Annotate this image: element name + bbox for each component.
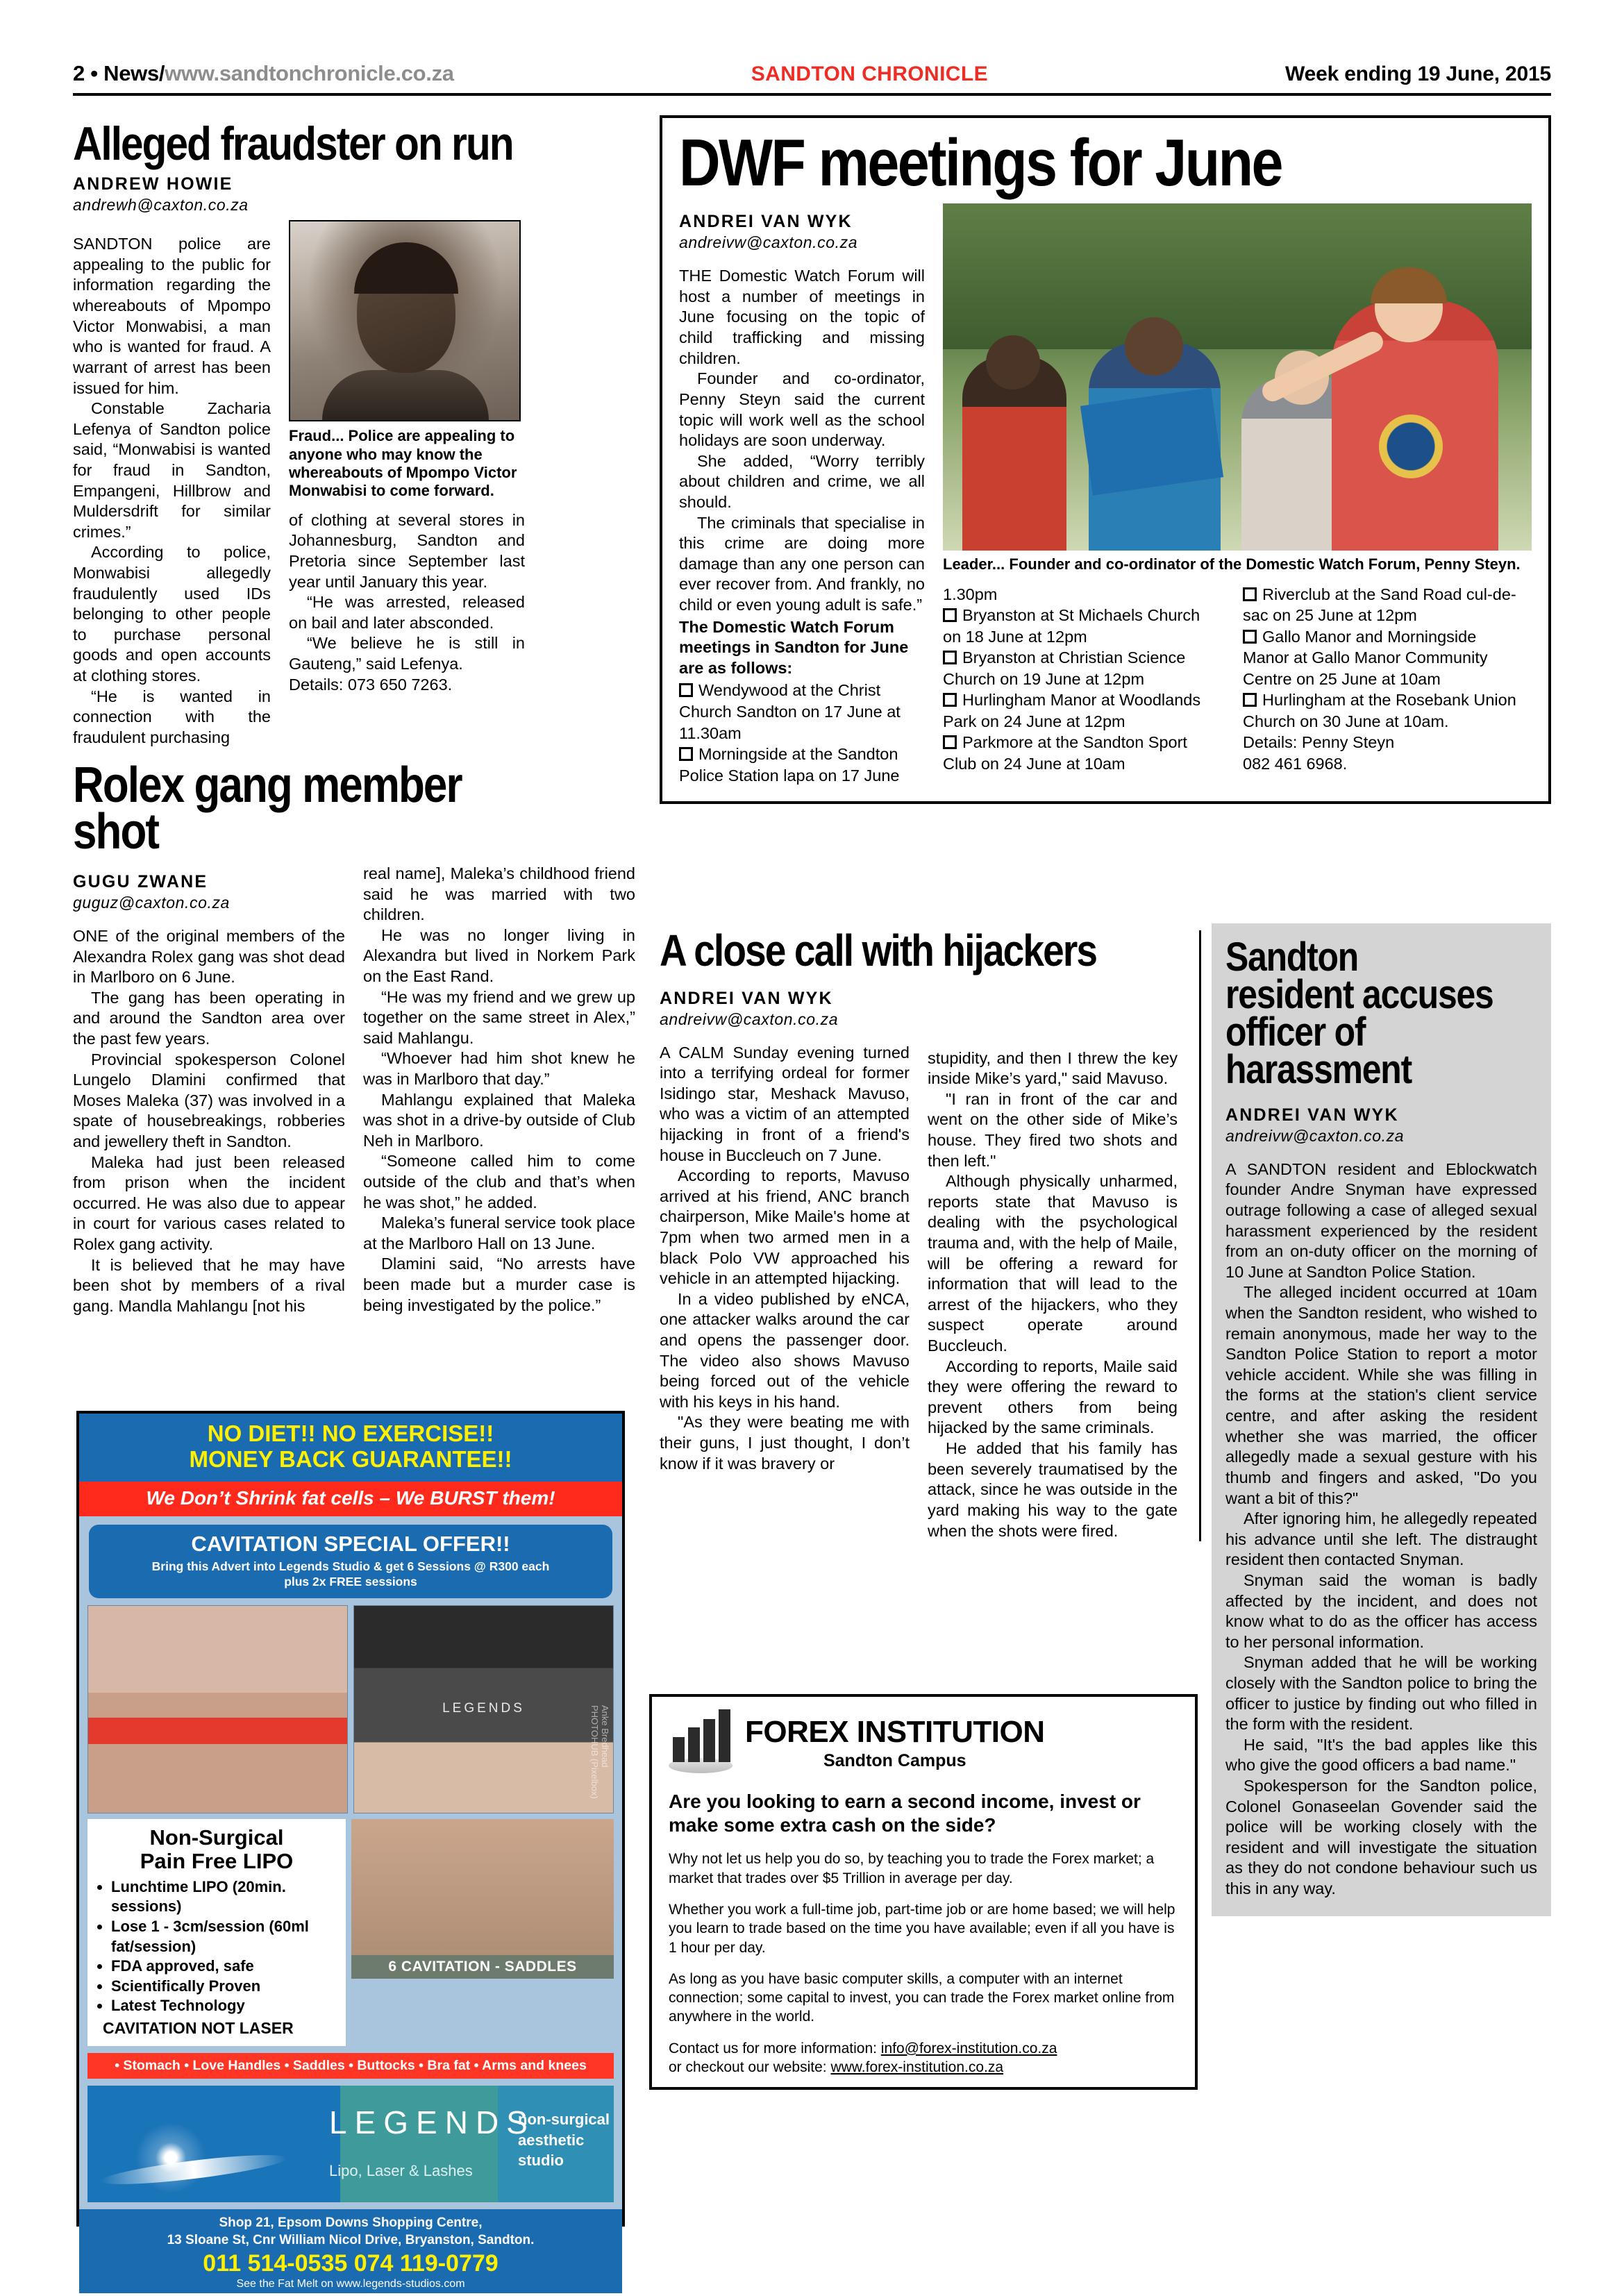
paragraph: "I ran in front of the car and went on the other side of Mike’s house. They fired two shots and then left." (928, 1089, 1178, 1170)
photo-shape-head-1 (986, 335, 1040, 389)
fraudster-column-2 (289, 220, 525, 748)
checkbox-icon (1243, 693, 1257, 707)
paragraph: Snyman added that he will be working closely with the Sandton police to bring the officer to justice by finding out who filled in the form with the resident. (1225, 1653, 1537, 1734)
list-item (1243, 584, 1522, 626)
caption-fraudster: Fraud... Police are appealing to anyone who may know the whereabouts of Mpompo Victor Monwabisi to come forward. (289, 427, 517, 500)
legends-offer-line-2: plus 2x FREE sessions (284, 1574, 417, 1589)
page-label (73, 61, 454, 86)
dwf-details: Details: Penny Steyn (1243, 733, 1395, 752)
list-item (679, 680, 925, 744)
checkbox-icon (943, 735, 957, 749)
legends-before-photos (79, 1598, 622, 1813)
paragraph: In a video published by eNCA, one attacker walks around the car and opens the passenger door. The video also shows Mavuso being forced out of the vehicle with his keys in his hand. (660, 1289, 910, 1411)
checkbox-icon (1243, 630, 1257, 644)
paragraph: THE Domestic Watch Forum will host a number of meetings in June focusing on the topic of child trafficking and missing children. (679, 267, 925, 367)
headline-dwf: DWF meetings for June (679, 126, 1282, 200)
hijack-column-1-text (660, 1043, 910, 1475)
legends-logo-tagline: non-surgical aesthetic studio (518, 2111, 610, 2170)
checkbox-icon (679, 683, 693, 697)
legends-logo-name: LEGENDS (329, 2104, 535, 2140)
checkbox-icon (943, 693, 957, 707)
dwf-list-column-a (679, 680, 925, 786)
bar-chart-icon (669, 1711, 733, 1775)
legends-offer-title: CAVITATION SPECIAL OFFER!! (191, 1531, 510, 1556)
paragraph: Provincial spokesperson Colonel Lungelo Dlamini confirmed that Moses Maleka (37) was involved in a spate of housebreakings, robberies and jewellery theft in Sandton. (73, 1050, 345, 1150)
list-item (943, 647, 1222, 689)
sparkle-icon (129, 2116, 212, 2199)
paragraph: It is believed that he may have been shot by members of a rival gang. Mandla Mahlangu [not his (73, 1255, 345, 1315)
legends-heading-line-1: Non-Surgical (149, 1825, 284, 1850)
legends-banner-line-2: MONEY BACK GUARANTEE!! (189, 1446, 512, 1472)
legends-result-photo-block (351, 1819, 614, 2046)
headline-hijack: A close call with hijackers (660, 925, 1097, 975)
legends-address-line-2: 13 Sloane St, Cnr William Nicol Drive, Bryanston, Sandton. (167, 2232, 535, 2247)
list-item (1243, 626, 1522, 690)
photo-shape-red-garment (88, 1718, 347, 1744)
list-item: • Lose 1 - 3cm/session (60ml fat/session) (111, 1917, 340, 1956)
police-badge-icon (1379, 414, 1443, 478)
paragraph: According to police, Monwabisi allegedly fraudulently used IDs belonging to other people to purchase personal goods and open accounts at clothing stores. (73, 543, 271, 685)
byline-hijack: ANDREI VAN WYK (660, 988, 833, 1008)
forex-contact-prefix: Contact us for more information: (669, 2040, 881, 2056)
email-rolex[interactable]: guguz@caxton.co.za (73, 893, 230, 912)
paragraph: “He was my friend and we grew up together on the same street in Alex,” said Mahlangu. (363, 987, 635, 1047)
article-rolex (73, 757, 635, 1316)
paragraph: The gang has been operating in and around the Sandton area over the past few years. (73, 988, 345, 1048)
dwf-column-1 (679, 203, 925, 786)
legends-footer-url[interactable]: See the Fat Melt on www.legends-studios.com (236, 2278, 465, 2290)
checkbox-icon (679, 747, 693, 761)
list-item-label: Bryanston at St Michaels Church on 18 June at 12pm (943, 606, 1200, 646)
list-item-label: Parkmore at the Sandton Sport Club on 24 June at 10am (943, 733, 1187, 773)
photo-shape-folder (1080, 388, 1223, 496)
headline-harassment: Sandton resident accuses officer of harassment (1225, 935, 1493, 1092)
article-dwf (660, 115, 1551, 804)
legends-photo-before (87, 1605, 348, 1813)
paragraph: The alleged incident occurred at 10am when the Sandton resident, who wished to remain anonymous, made her way to the Sandton Police Station to report a motor vehicle accident. While she was filling in the forms at the station's client service centre, and after asking the resident whether she was married, the officer allegedly made a sexual gesture with his thumb and fingers and asked, "Do you want a bit of this?" (1225, 1283, 1537, 1507)
paragraph: He said, "It's the bad apples like this who give the good officers a bad name." (1225, 1735, 1537, 1775)
list-item-label: Gallo Manor and Morningside Manor at Gallo Manor Community Centre on 25 June at 10am (1243, 627, 1488, 688)
checkbox-icon (943, 608, 957, 622)
photo-shape-hair (354, 242, 458, 294)
paragraph: A CALM Sunday evening turned into a terrifying ordeal for former Isidingo star, Meshack Mavuso, who was a victim of an attempted hijacking in front of a friend's house in Buccleuch on 7 June. (660, 1043, 910, 1164)
headline-rolex: Rolex gang member shot (73, 757, 462, 860)
legends-result-caption: 6 CAVITATION - SADDLES (351, 1955, 614, 1979)
list-item-label: Wendywood at the Christ Church Sandton on 17 June at 11.30am (679, 681, 901, 742)
list-item: • Scientifically Proven (111, 1977, 340, 1997)
photo-shape-head-2 (1125, 317, 1183, 376)
dwf-phone[interactable]: 082 461 6968. (1243, 755, 1348, 773)
paragraph: According to reports, Maile said they were offering the reward to prevent others from being hijacked by the same criminals. (928, 1357, 1178, 1437)
photo-credit: Anke Bredhead PHOTOHUB (Pixelbox) (589, 1704, 610, 1799)
article-hijack (660, 925, 1201, 1541)
list-item (1243, 689, 1522, 732)
email-harassment[interactable]: andreivw@caxton.co.za (1225, 1126, 1405, 1145)
paragraph: SANDTON police are appealing to the public for information regarding the whereabouts of Mpompo Victor Monwabisi, a man who is wanted for fraud. A warrant of arrest has been issued for him. (73, 235, 271, 397)
forex-title: FOREX INSTITUTION (745, 1714, 1045, 1749)
list-item-label: Hurlingham Manor at Woodlands Park on 24 June at 12pm (943, 691, 1201, 730)
headline-fraudster: Alleged fraudster on run (73, 117, 513, 170)
forex-contact-mid: or checkout our website: (669, 2059, 831, 2075)
list-item (943, 689, 1222, 732)
email-fraudster[interactable]: andrewh@caxton.co.za (73, 196, 249, 215)
legends-heading-line-2: Pain Free LIPO (140, 1848, 294, 1873)
advertisement-legends[interactable] (76, 1411, 625, 2290)
rolex-column-1-text (73, 926, 345, 1317)
forex-subtitle: Sandton Campus (823, 1750, 966, 1770)
list-item-label: Riverclub at the Sand Road cul-de-sac on 25 June at 12pm (1243, 585, 1516, 625)
photo-shape-body (322, 370, 489, 420)
publication-title: SANDTON CHRONICLE (751, 62, 989, 85)
dwf-photo-block (943, 203, 1532, 786)
bar-1 (673, 1737, 685, 1762)
list-item: • Lunchtime LIPO (20min. sessions) (111, 1877, 340, 1917)
forex-paragraph-1: Why not let us help you do so, by teaching you to trade the Forex market; a market that trades over $5 Trillion in average per day. (669, 1851, 1155, 1886)
paragraph: ONE of the original members of the Alexandra Rolex gang was shot dead in Marlboro on 6 June. (73, 926, 345, 987)
list-item (943, 732, 1222, 774)
byline-harassment: ANDREI VAN WYK (1225, 1105, 1399, 1125)
paragraph: The criminals that specialise in this crime are doing more damage than any one person can ever recover from. And frankly, no child or even young adult is safe.” (679, 513, 925, 614)
paragraph: A SANDTON resident and Eblockwatch founder Andre Snyman have expressed outrage following a case of alleged sexual harassment experienced by the resident from an on-duty officer on the morning of 10 June at Sandton Police Station. (1225, 1159, 1537, 1281)
forex-contact (669, 2039, 1178, 2077)
forex-question: Are you looking to earn a second income, invest or make some extra cash on the side? (669, 1791, 1141, 1836)
paragraph: Founder and co-ordinator, Penny Steyn said the current topic will work well as the school holidays are soon underway. (679, 369, 925, 450)
paragraph: “Someone called him to come outside of the club and that’s when he was shot,” he added. (363, 1152, 635, 1212)
legends-address-line-1: Shop 21, Epsom Downs Shopping Centre, (219, 2215, 483, 2230)
paragraph: Maleka had just been released from prison when the incident occurred. He was also due to appear in court for various cases related to Rolex gang activity. (73, 1153, 345, 1254)
legends-offer-box (89, 1525, 612, 1598)
checkbox-icon (1243, 587, 1257, 601)
legends-photo-watermark: LEGENDS (442, 1700, 525, 1716)
paragraph-details: Details: 073 650 7263. (289, 675, 453, 694)
hijack-column-1 (660, 980, 910, 1542)
rolex-column-2 (363, 864, 635, 1317)
fraudster-column-2-text (289, 510, 525, 695)
legends-logo-block (87, 2086, 614, 2202)
legends-offer-line-1: Bring this Advert into Legends Studio & get 6 Sessions @ R300 each (151, 1559, 550, 1573)
legends-copy-box (87, 1819, 346, 2046)
paragraph: Mahlangu explained that Maleka was shot in a drive-by outside of Club Neh in Marlboro. (363, 1090, 635, 1150)
paragraph: Maleka’s funeral service took place at the Marlboro Hall on 13 June. (363, 1214, 635, 1252)
paragraph: According to reports, Mavuso arrived at his friend, ANC branch chairperson, Mike Maile's home at 7pm when two armed men in a black Polo VW approached his vehicle in an attempted hijacking. (660, 1166, 910, 1288)
list-item-label: Bryanston at Christian Science Church on 19 June at 12pm (943, 648, 1186, 688)
article-harassment (1212, 923, 1551, 1916)
forex-website-link[interactable]: www.forex-institution.co.za (830, 2059, 1004, 2075)
email-hijack[interactable]: andreivw@caxton.co.za (660, 1009, 839, 1028)
list-item (679, 744, 925, 786)
masthead-rule (73, 93, 1551, 96)
paragraph: stupidity, and then I threw the key inside Mike’s yard," said Mavuso. (928, 1048, 1178, 1088)
list-item: • FDA approved, safe (111, 1956, 340, 1977)
bar-2 (688, 1727, 700, 1762)
byline-dwf: ANDREI VAN WYK (679, 212, 853, 232)
legends-banner-line-1: NO DIET!! NO EXERCISE!! (207, 1421, 494, 1446)
bar-3 (703, 1719, 715, 1762)
checkbox-icon (943, 651, 957, 664)
legends-logo-subtitle: Lipo, Laser & Lashes (329, 2162, 473, 2179)
paragraph: "As they were beating me with their guns, I just thought, I don’t know if it was bravery or (660, 1413, 910, 1473)
paragraph: Spokesperson for the Sandton police, Colonel Gonaseelan Govender said the police will be working closely with the resident and will investigate the situation as they do not condone behaviour such us this in any way. (1225, 1777, 1537, 1898)
paragraph: of clothing at several stores in Johannesburg, Sandton and Pretoria since September last year until January this year. (289, 510, 525, 591)
paragraph: Although physically unharmed, reports state that Mavuso is dealing with the psychological trauma and, with the help of Maile, will be offering a reward for information that will lead to the arrest of the hijackers, who they suspect operate around Buccleuch. (928, 1172, 1178, 1355)
forex-email-link[interactable]: info@forex-institution.co.za (880, 2040, 1057, 2056)
legends-banner-red (79, 1482, 622, 1516)
list-item: • Latest Technology (111, 1996, 340, 2016)
dwf-list-column-c (1243, 584, 1522, 775)
hijack-column-2 (928, 980, 1178, 1542)
masthead (73, 0, 1551, 90)
paragraph: Dlamini said, “No arrests have been made but a murder case is being investigated by the police.” (363, 1255, 635, 1314)
legends-result-photo (351, 1819, 614, 1955)
paragraph: After ignoring him, he allegedly repeated his advance until she left. The distraught resident then contacted Snyman. (1225, 1509, 1537, 1569)
rolex-column-1 (73, 864, 345, 1317)
time-label: 1.30pm (943, 585, 998, 603)
mugshot-photo (289, 220, 521, 421)
legends-treatment-areas: • Stomach • Love Handles • Saddles • Buttocks • Bra fat • Arms and knees (87, 2053, 614, 2079)
issue-date: Week ending 19 June, 2015 (1285, 62, 1551, 85)
advertisement-forex[interactable] (649, 1694, 1198, 2090)
legends-photo-after (353, 1605, 614, 1813)
paragraph: real name], Maleka’s childhood friend said he was married with two children. (363, 864, 635, 924)
bar-4 (719, 1709, 730, 1762)
legends-benefits-list (101, 1877, 340, 2016)
forex-paragraph-2: Whether you work a full-time job, part-time job or are home based; we will help you learn to trade based on the time you have available; even if all you have is 1 hour per day. (669, 1901, 1175, 1956)
paragraph: Constable Zacharia Lefenya of Sandton police said, “Monwabisi is wanted for fraud in Sandton, Empangeni, Hillbrow and Muldersdrift for similar crimes.” (73, 399, 271, 541)
paragraph: She added, “Worry terribly about children and crime, we all should. (679, 451, 925, 511)
legends-banner-top (79, 1414, 622, 1482)
byline-fraudster: ANDREW HOWIE (73, 174, 233, 194)
website-url[interactable]: www.sandtonchronicle.co.za (165, 61, 454, 85)
article-fraudster (73, 117, 635, 748)
list-item (943, 605, 1222, 647)
page-number-text: 2 • News/ (73, 61, 165, 85)
paragraph: He was no longer living in Alexandra but lived in Norkem Park on the East Rand. (363, 925, 635, 985)
legends-no-laser-label: CAVITATION NOT LASER (103, 2019, 294, 2037)
dwf-list-column-b (943, 584, 1222, 775)
legends-slogan: We Don’t Shrink fat cells – We BURST them! (146, 1486, 555, 1509)
byline-rolex: GUGU ZWANE (73, 871, 208, 891)
forex-header (669, 1711, 1178, 1775)
harassment-text (1225, 1159, 1537, 1900)
dwf-group-photo (943, 203, 1532, 551)
list-item-label: Hurlingham at the Rosebank Union Church on 30 June at 10am. (1243, 691, 1516, 730)
legends-contact-block (79, 2209, 622, 2293)
legends-phone-numbers[interactable]: 011 514-0535 074 119-0779 (203, 2250, 499, 2277)
dwf-intro-text (679, 266, 925, 615)
paragraph: Snyman said the woman is badly affected by the incident, and does not know what to do as the officer has access to her personal information. (1225, 1570, 1537, 1651)
dwf-list-intro: The Domestic Watch Forum meetings in Sandton for June are as follows: (679, 617, 909, 677)
email-dwf[interactable]: andreivw@caxton.co.za (679, 233, 858, 252)
list-item-label: Morningside at the Sandton Police Station lapa on 17 June (679, 745, 900, 785)
paragraph: “He is wanted in connection with the fraudulent purchasing (73, 687, 271, 746)
forex-paragraph-3: As long as you have basic computer skills, a computer with an internet connection; some capital to invest, you can trade the Forex market online from anywhere in the world. (669, 1970, 1175, 2025)
caption-dwf: Leader... Founder and co-ordinator of the Domestic Watch Forum, Penny Steyn. (943, 555, 1521, 573)
paragraph: He added that his family has been severely traumatised by the attack, since he was outside in the yard making his way to the gate when the shots were fired. (928, 1439, 1178, 1540)
paragraph: “We believe he is still in Gauteng,” said Lefenya. (289, 634, 525, 673)
paragraph: “Whoever had him shot knew he was in Marlboro that day.” (363, 1049, 635, 1088)
paragraph: “He was arrested, released on bail and later absconded. (289, 593, 525, 632)
fraudster-column-1 (73, 220, 271, 748)
